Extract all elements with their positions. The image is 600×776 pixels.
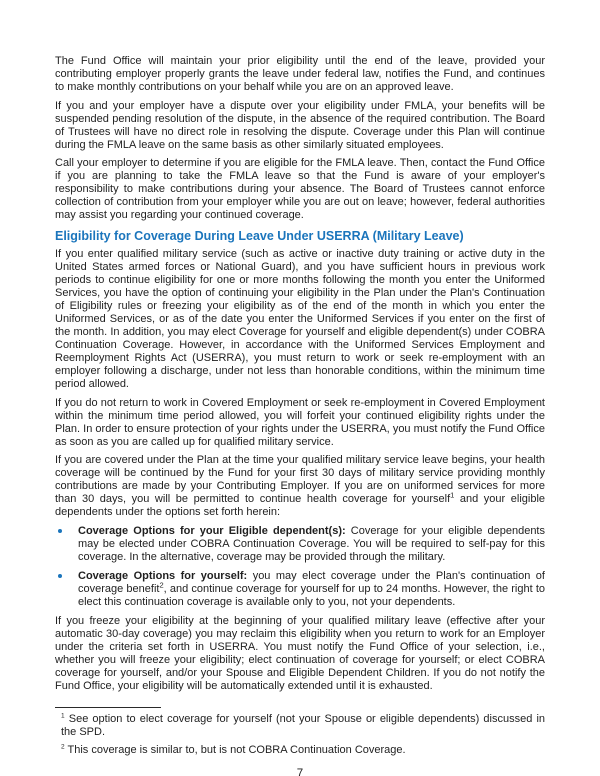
paragraph-covered-under-plan-tail: and your eligible dependents under the options set forth herein: [55,493,546,518]
paragraph-covered-under-plan-text: If you are covered under the Plan at the time your qualified military service leave begins, your health coverage will be continued by the Fund for your first 30 days of military service providing monthly contributions are made by your Contributing Employer. If you are on uniformed services for more than 30 days, you will be permitted to continue health coverage for yourself [55,454,545,505]
bullet-icon [58,529,62,533]
bullet-icon [58,574,62,578]
list-item-yourself-coverage [55,570,545,609]
footnote-1-text: See option to elect coverage for yourself (not your Spouse or eligible dependents) discussed in the SPD. [61,712,545,738]
paragraph-qualified-military-service: If you enter qualified military service (such as active or inactive duty training or active duty in the United States armed forces or National Guard), and you have sufficient hours in previous work periods to continue eligibility for one or more months following the month you enter the Uniformed Services, you have the option of continuing your eligibility in the Plan under the Plan's Continuation of Eligibility rules or freezing your eligibility as of the end of the month in which you enter the Uniformed Services, or as of the date you enter the Uniformed Services if you enter on the first of the month. In addition, you may elect Coverage for yourself and eligible dependent(s) under COBRA Continuation Coverage. However, in accordance with the Uniformed Services Employment and Reemployment Rights Act (USERRA), you must return to work or seek re-employment with an employer following a discharge, under not less than honorable conditions, within the minimum time period allowed. [55,248,545,390]
section-heading-userra: Eligibility for Coverage During Leave Under USERRA (Military Leave) [55,229,464,243]
paragraph-freeze-eligibility: If you freeze your eligibility at the beginning of your qualified military leave (effective after your automatic 30-day coverage) you may reclaim this eligibility when you return to work for an Employer under the criteria set forth in USERRA. You must notify the Fund Office of your selection, i.e., whether you will freeze your eligibility; elect continuation of coverage for yourself; or elect COBRA coverage for yourself, and/or your Spouse and Eligible Dependent Children. If you do not notify the Fund Office, your eligibility will be automatically extended until it is exhausted. [55,614,545,692]
bullet-text: you may elect coverage under the Plan's continuation of coverage benefit [78,569,545,595]
footnote-separator [55,707,161,708]
footnote-section [55,707,545,758]
footnote-2-marker: 2 [61,743,65,751]
paragraph-fmla-dispute: If you and your employer have a dispute over your eligibility under FMLA, your benefits will be suspended pending resolution of the dispute, in the absence of the required contribution. The Board of Trustees will have no direct role in resolving the dispute. Coverage under this Plan will continue during the FMLA leave on the same basis as other similarly situated employees. [55,99,545,151]
page-number: 7 [296,768,304,776]
bullet-label: Coverage Options for yourself: [78,569,248,582]
paragraph-return-to-work: If you do not return to work in Covered Employment or seek re-employment in Covered Employment within the minimum time period allowed, you will forfeit your continued eligibility rights under the Plan. In order to ensure protection of your rights under the USERRA, you must notify the Fund Office as soon as you are called up for qualified military service. [55,396,545,448]
paragraph-call-employer: Call your employer to determine if you are eligible for the FMLA leave. Then, contact the Fund Office if you are planning to take the FMLA leave so that the Fund is aware of your employer's responsibility to make contributions during your absence. The Board of Trustees cannot enforce collection of contribution from your employer while you are out on leave; however, federal authorities may assist you regarding your continued coverage. [55,157,545,221]
footnote-2 [55,744,545,757]
footnote-ref-2: 2 [159,579,164,589]
footnote-ref-1: 1 [450,490,455,500]
page-body [55,55,545,776]
paragraph-fund-office-maintain: The Fund Office will maintain your prior eligibility until the end of the leave, provided your contributing employer properly grants the leave under federal law, notifies the Fund, and continues to make monthly contributions on your behalf while you are on an approved leave. [55,55,545,93]
bullet-label: Coverage Options for your Eligible dependent(s): [78,524,346,537]
footnote-1-marker: 1 [61,711,65,719]
bullet-text-tail: , and continue coverage for yourself for up to 24 months. However, the right to elect this continuation coverage is available only to you, not your dependents. [78,582,545,608]
footnote-2-text: This coverage is similar to, but is not COBRA Continuation Coverage. [67,744,406,756]
footnote-1 [55,713,545,739]
list-item-dependents-coverage [55,525,545,564]
paragraph-covered-under-plan [55,454,545,519]
coverage-options-list [55,525,545,609]
bullet-text: Coverage for your eligible dependents may be elected under COBRA Continuation Coverage. You will be required to self-pay for this coverage. In the alternative, coverage may be provided through the military. [78,524,545,563]
